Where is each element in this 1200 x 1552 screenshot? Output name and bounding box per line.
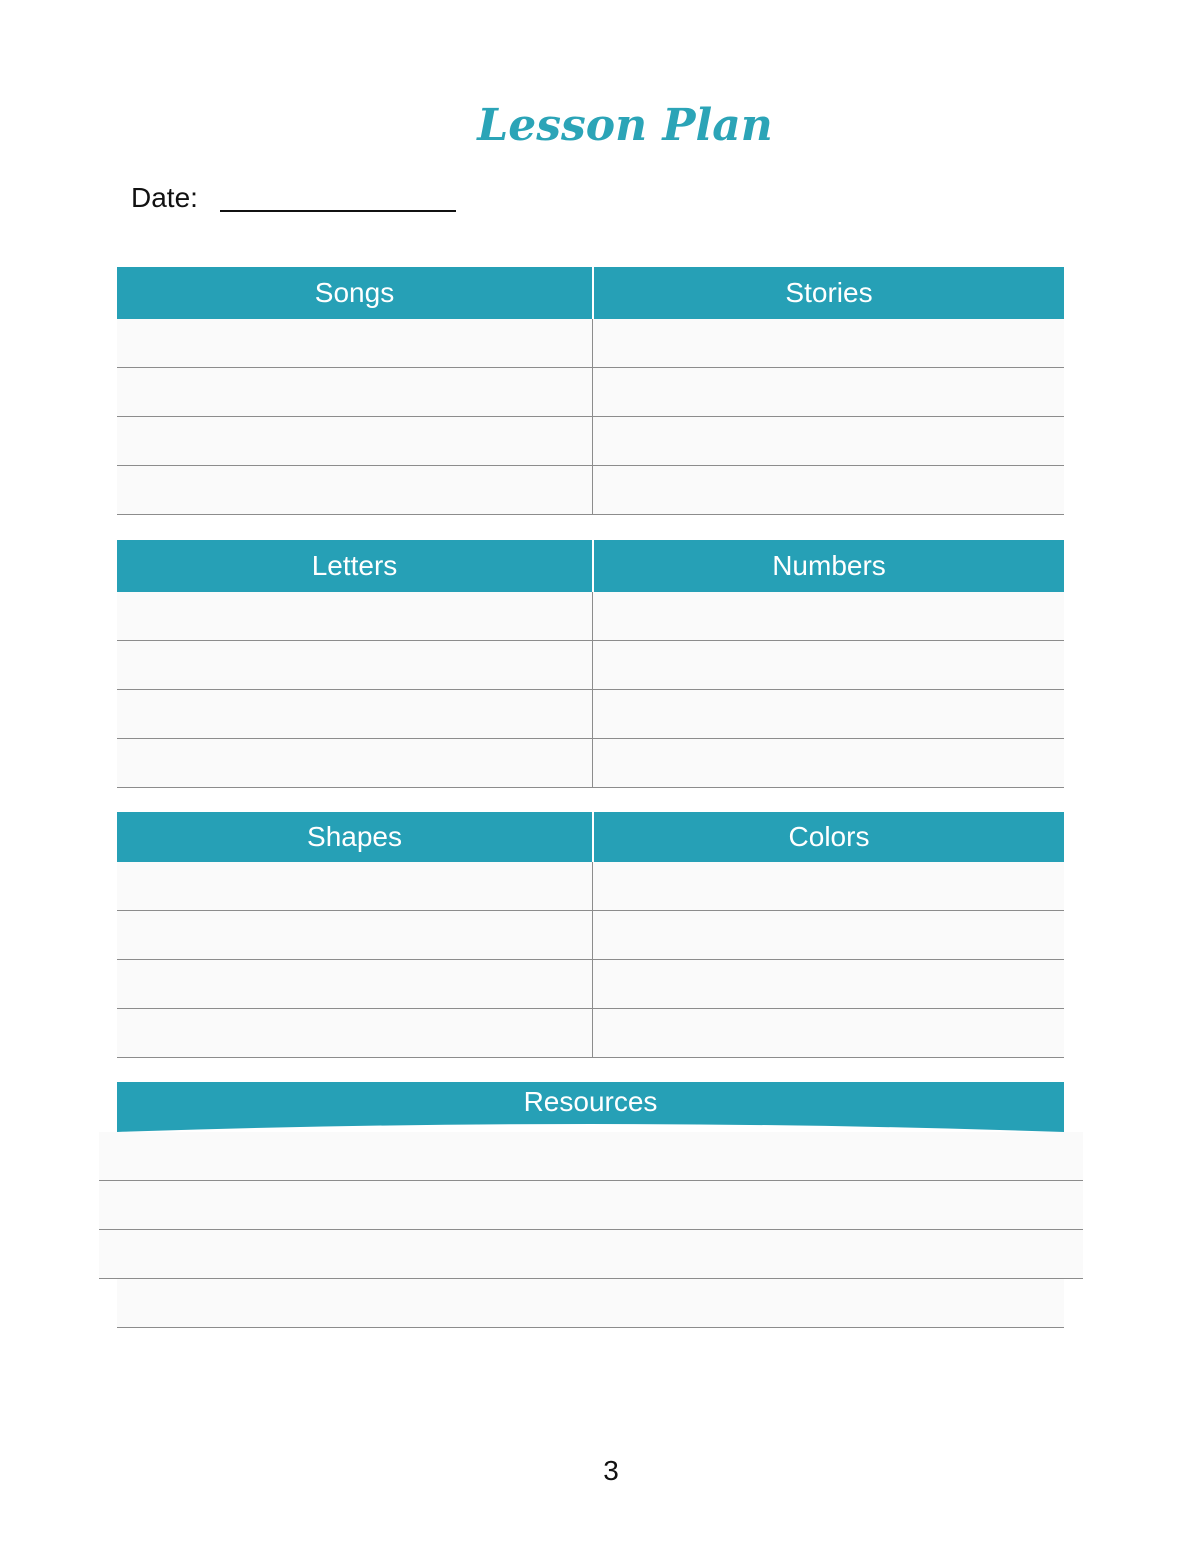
colors-cell[interactable] <box>593 862 1064 910</box>
section-header <box>117 267 1064 319</box>
table-row <box>117 466 1064 515</box>
section-letters-numbers <box>117 540 1064 788</box>
shapes-cell[interactable] <box>117 911 593 959</box>
section-songs-stories <box>117 267 1064 515</box>
numbers-header: Numbers <box>772 550 886 581</box>
table-row <box>117 417 1064 466</box>
letters-cell[interactable] <box>117 739 593 787</box>
resources-line[interactable] <box>99 1132 1083 1181</box>
table-row <box>117 368 1064 417</box>
resources-line[interactable] <box>99 1181 1083 1230</box>
letters-cell[interactable] <box>117 592 593 640</box>
songs-cell[interactable] <box>117 368 593 416</box>
section-resources <box>99 1082 1083 1328</box>
songs-cell[interactable] <box>117 319 593 367</box>
table-row <box>117 319 1064 368</box>
songs-header: Songs <box>117 267 594 319</box>
colors-cell[interactable] <box>593 960 1064 1008</box>
colors-header: Colors <box>788 821 870 852</box>
songs-cell[interactable] <box>117 466 593 514</box>
resources-line[interactable] <box>99 1230 1083 1279</box>
stories-cell[interactable] <box>593 417 1064 465</box>
letters-cell[interactable] <box>117 690 593 738</box>
numbers-cell[interactable] <box>593 690 1064 738</box>
table-row <box>117 641 1064 690</box>
table-row <box>117 862 1064 911</box>
table-row <box>117 1009 1064 1058</box>
stories-cell[interactable] <box>593 368 1064 416</box>
section-header <box>117 812 1064 862</box>
section-header <box>117 540 1064 592</box>
table-row <box>117 739 1064 788</box>
date-label: Date: <box>131 182 198 213</box>
letters-cell[interactable] <box>117 641 593 689</box>
numbers-cell[interactable] <box>593 592 1064 640</box>
table-row <box>117 911 1064 960</box>
resources-label: Resources <box>523 1086 658 1117</box>
resources-line[interactable] <box>117 1279 1064 1328</box>
shapes-cell[interactable] <box>117 960 593 1008</box>
table-row <box>117 960 1064 1009</box>
numbers-cell[interactable] <box>593 641 1064 689</box>
numbers-cell[interactable] <box>593 739 1064 787</box>
page-title: Lesson Plan <box>477 100 773 151</box>
shapes-cell[interactable] <box>117 862 593 910</box>
table-row <box>117 592 1064 641</box>
page-number: 3 <box>603 1455 619 1486</box>
stories-header: Stories <box>785 277 873 308</box>
stories-cell[interactable] <box>593 319 1064 367</box>
colors-cell[interactable] <box>593 1009 1064 1057</box>
colors-cell[interactable] <box>593 911 1064 959</box>
stories-cell[interactable] <box>593 466 1064 514</box>
shapes-cell[interactable] <box>117 1009 593 1057</box>
songs-cell[interactable] <box>117 417 593 465</box>
section-shapes-colors <box>117 812 1064 1058</box>
table-row <box>117 690 1064 739</box>
date-field[interactable] <box>220 210 456 212</box>
shapes-header: Shapes <box>117 812 594 862</box>
resources-header <box>117 1082 1064 1132</box>
letters-header: Letters <box>117 540 594 592</box>
